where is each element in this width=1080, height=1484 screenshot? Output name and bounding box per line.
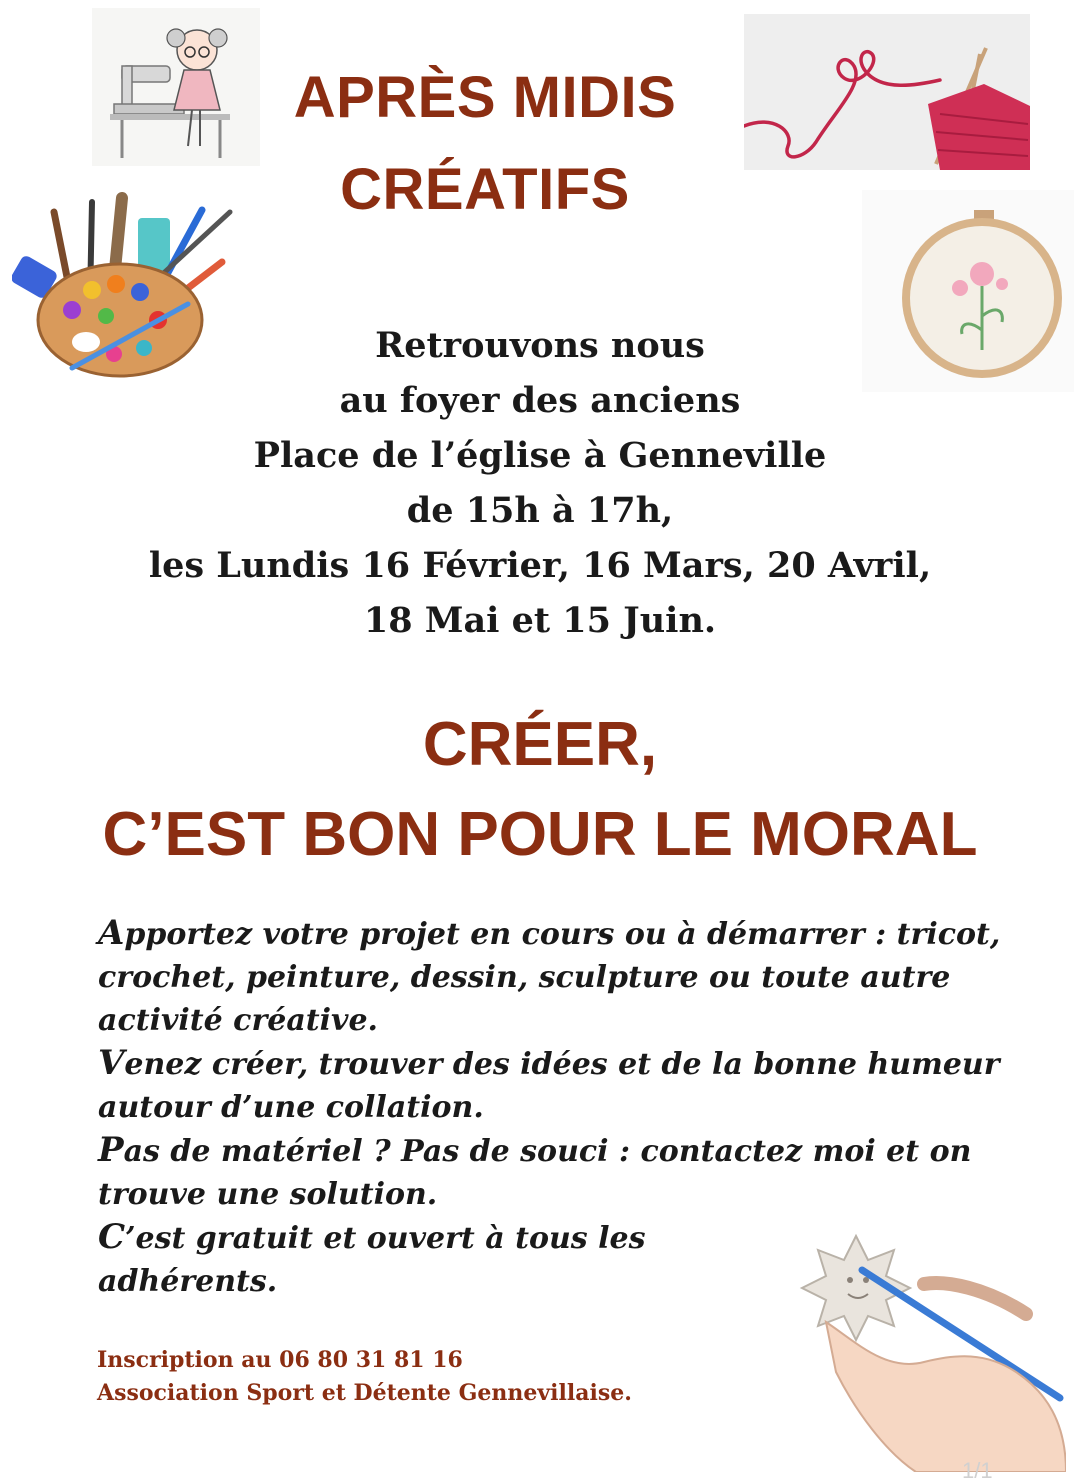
event-title — [230, 52, 740, 236]
info-line-1: Retrouvons nous — [375, 325, 705, 366]
registration-phone: Inscription au 06 80 31 81 16 — [97, 1347, 463, 1373]
registration-info — [97, 1344, 632, 1410]
drop-letter: V — [98, 1043, 125, 1083]
drop-letter: A — [98, 913, 125, 953]
association-name: Association Sport et Détente Gennevillaise. — [97, 1380, 632, 1406]
drop-letter: C — [98, 1217, 126, 1257]
slogan-line-1: CRÉER, — [422, 710, 658, 779]
knitting-yarn-photo — [744, 14, 1030, 170]
event-details — [60, 318, 1020, 648]
slogan-line-2: C’EST BON POUR LE MORAL — [102, 800, 978, 869]
paragraph-text: pportez votre projet en cours ou à démarrer : tricot, crochet, peinture, dessin, sculpture ou toute autre activité créative. — [98, 917, 1001, 1038]
info-line-4: de 15h à 17h, — [406, 490, 674, 531]
paragraph-text: as de matériel ? Pas de souci : contactez moi et on trouve une solution. — [98, 1134, 972, 1212]
info-line-5: les Lundis 16 Février, 16 Mars, 20 Avril, — [148, 545, 932, 586]
info-line-3: Place de l’église à Genneville — [253, 435, 827, 476]
drop-letter: P — [98, 1130, 124, 1170]
clay-sculpting-hand-photo — [796, 1222, 1066, 1472]
title-line-2: CRÉATIFS — [340, 157, 630, 222]
page-number: 1/1 — [962, 1458, 993, 1483]
paragraph-text: enez créer, trouver des idées et de la bonne humeur autour d’une collation. — [98, 1047, 1000, 1125]
slogan — [20, 700, 1060, 880]
info-line-2: au foyer des anciens — [339, 380, 741, 421]
paragraph-text: ’est gratuit et ouvert à tous les — [125, 1221, 646, 1256]
description-paragraph-2 — [98, 1042, 1028, 1129]
description-paragraph-3 — [98, 1129, 1028, 1216]
description-paragraph-1 — [98, 912, 1028, 1042]
paragraph-text: adhérents. — [98, 1264, 278, 1299]
info-line-6: 18 Mai et 15 Juin. — [363, 600, 717, 641]
title-line-1: APRÈS MIDIS — [293, 65, 677, 130]
